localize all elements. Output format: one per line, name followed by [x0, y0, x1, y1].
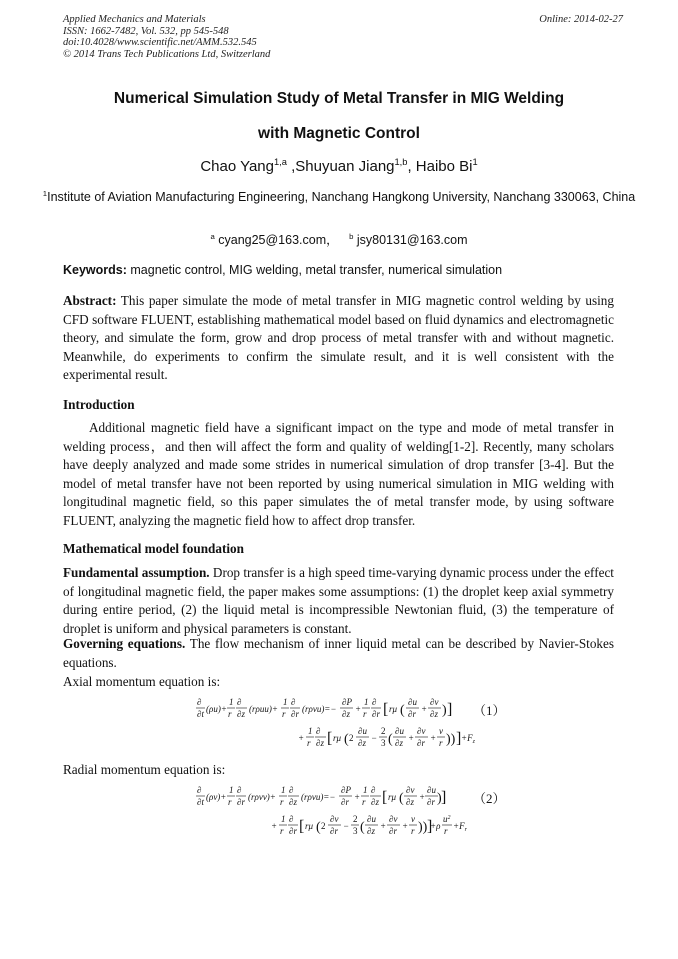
doi-line: doi:10.4028/www.scientific.net/AMM.532.545 [63, 37, 257, 49]
svg-text:1: 1 [281, 814, 286, 824]
svg-text:∂: ∂ [237, 785, 242, 795]
keywords-text: magnetic control, MIG welding, metal transfer, numerical simulation [126, 263, 503, 277]
introduction-paragraph: Additional magnetic field have a significant impact on the type and mode of metal transfer in welding process，and then will affect the form and quality of welding[1-2]. Recently, many scholars have deeply analyzed and made some strides in numerical simulation of drop transfer [3-4]. But the model of metal transfer have not been reported by using numerical simulation in MIG welding with longitudinal magnetic field, so this paper simulates the of metal transfer mode, by using software FLUENT, analyzing the magnetic field how to affect drop transfer. [63, 420, 614, 528]
abstract-text: This paper simulate the mode of metal transfer in MIG magnetic control welding by using CFD software FLUENT, establishing mathematical model based on fluid dynamics and electromagnetic theory, and simulate the form, grow and drop process of metal transfer with and without magnetic. Meanwhile, do experiments to confirm the simulate result, and it is well consistent with the experimental result. [63, 293, 614, 383]
keywords-label: Keywords: [63, 263, 127, 277]
svg-text:∂r: ∂r [408, 709, 416, 719]
svg-text:∂: ∂ [197, 697, 202, 707]
svg-text:(rρvv)+: (rρvv)+ [248, 792, 276, 802]
svg-text:−: − [343, 821, 350, 831]
fundamental-assumption-paragraph [63, 564, 614, 638]
svg-text:1: 1 [229, 785, 234, 795]
svg-text:+: + [354, 792, 361, 802]
svg-text:[: [ [382, 789, 388, 806]
svg-text:)): )) [418, 820, 428, 835]
affiliation-text: Institute of Aviation Manufacturing Engineering, Nanchang Hangkong University, Nanchang 330063, China [47, 190, 636, 204]
svg-text:3: 3 [353, 826, 358, 836]
governing-equations-text: The flow mechanism of inner liquid metal can be described by Navier-Stokes equations. [63, 636, 614, 670]
radial-momentum-label: Radial momentum equation is: [63, 762, 226, 777]
author-name: Chao Yang [200, 158, 274, 175]
svg-text:r: r [362, 797, 366, 807]
svg-text:(rρvu)=−: (rρvu)=− [301, 792, 336, 802]
svg-text:∂v: ∂v [330, 814, 339, 824]
svg-text:+Fz: $+F_z$ [461, 733, 475, 745]
issn-line: ISSN: 1662-7482, Vol. 532, pp 545-548 [63, 25, 229, 37]
svg-text:+: + [408, 733, 415, 743]
online-date: Online: 2014-02-27 [539, 14, 623, 25]
svg-text:∂z: ∂z [316, 738, 324, 748]
svg-text:(: ( [400, 703, 405, 718]
svg-text:+: + [298, 733, 305, 743]
svg-text:∂r: ∂r [427, 797, 435, 807]
svg-text:∂z: ∂z [289, 797, 297, 807]
svg-text:∂z: ∂z [430, 709, 438, 719]
svg-text:]: ] [441, 789, 447, 806]
equation-1 [195, 694, 475, 752]
section-heading-model: Mathematical model foundation [63, 541, 244, 556]
svg-text:2: 2 [321, 821, 326, 831]
fundamental-assumption-label: Fundamental assumption. [63, 565, 210, 580]
svg-text:r: r [228, 709, 232, 719]
affiliation-sup: 1 [42, 188, 48, 198]
svg-text:[: [ [327, 730, 333, 747]
svg-text:)): )) [446, 732, 456, 747]
svg-text:1: 1 [229, 697, 234, 707]
fundamental-assumption-text: Drop transfer is a high speed time-varying dynamic process under the effect of longitudinal magnetic field, the paper makes some assumptions: (1) the droplet keep axial symmetry during entire period, (2) the liquid metal is incompressible Newtonian fluid, (3) the temperature of droplet is uniform and physical parameters is constant. [63, 565, 614, 636]
email-sup: a [210, 231, 215, 241]
svg-text:∂v: ∂v [417, 726, 426, 736]
svg-text:∂r: ∂r [289, 826, 297, 836]
svg-text:∂z: ∂z [358, 738, 366, 748]
author-name: ,Shuyuan Jiang [286, 158, 395, 175]
author-sup: 1,a [274, 157, 287, 167]
svg-text:∂: ∂ [291, 697, 296, 707]
equation-2-number: （2） [473, 791, 506, 806]
svg-text:1: 1 [308, 726, 313, 736]
author-list [40, 158, 638, 175]
journal-name: Applied Mechanics and Materials [63, 14, 206, 25]
svg-text:r: r [307, 738, 311, 748]
svg-text:r: r [280, 826, 284, 836]
svg-text:∂z: ∂z [342, 709, 350, 719]
svg-text:r: r [439, 738, 443, 748]
svg-text:(ρu)+: (ρu)+ [206, 704, 227, 714]
svg-text:u2: $u^2$ [443, 814, 451, 824]
svg-text:+: + [271, 821, 278, 831]
svg-text:∂r: ∂r [372, 709, 380, 719]
svg-text:+: + [380, 821, 387, 831]
svg-text:∂u: ∂u [408, 697, 417, 707]
svg-text:(rρvu)=−: (rρvu)=− [302, 704, 337, 714]
svg-text:+: + [430, 733, 437, 743]
svg-text:∂: ∂ [289, 814, 294, 824]
svg-text:1: 1 [363, 785, 368, 795]
author-emails [40, 230, 638, 248]
svg-text:(: ( [344, 732, 349, 747]
svg-text:rμ: rμ [305, 821, 314, 831]
svg-text:r: r [444, 826, 448, 836]
svg-text:∂P: ∂P [342, 697, 352, 707]
axial-momentum-label: Axial momentum equation is: [63, 674, 221, 689]
svg-text:∂t: ∂t [197, 709, 204, 719]
abstract-label: Abstract: [63, 293, 117, 308]
svg-text:2: 2 [353, 814, 358, 824]
svg-text:+: + [421, 704, 428, 714]
svg-text:+: + [402, 821, 409, 831]
svg-text:+ρ: +ρ [430, 821, 441, 831]
svg-text:∂: ∂ [289, 785, 294, 795]
email-address: jsy80131@163.com [353, 233, 468, 247]
section-heading-introduction: Introduction [63, 397, 135, 412]
svg-text:∂u: ∂u [367, 814, 376, 824]
svg-text:): ) [442, 703, 447, 718]
svg-text:∂u: ∂u [395, 726, 404, 736]
svg-text:1: 1 [283, 697, 288, 707]
affiliation [40, 188, 638, 207]
svg-text:∂r: ∂r [237, 797, 245, 807]
svg-text:]: ] [427, 818, 433, 835]
svg-text:]: ] [447, 701, 453, 718]
svg-text:∂r: ∂r [330, 826, 338, 836]
svg-text:(: ( [399, 791, 404, 806]
svg-text:rμ: rμ [333, 733, 342, 743]
author-sup: 1 [472, 157, 478, 167]
svg-text:∂P: ∂P [341, 785, 351, 795]
svg-text:(: ( [360, 820, 365, 835]
svg-text:3: 3 [381, 738, 386, 748]
svg-text:v: v [439, 726, 443, 736]
copyright-line: © 2014 Trans Tech Publications Ltd, Switzerland [63, 48, 271, 60]
svg-text:(rρuu)+: (rρuu)+ [249, 704, 278, 714]
svg-text:∂z: ∂z [237, 709, 245, 719]
paper-title-line-1: Numerical Simulation Study of Metal Transfer in MIG Welding [113, 90, 565, 107]
svg-text:∂: ∂ [197, 785, 202, 795]
svg-text:v: v [411, 814, 415, 824]
equation-1-number: （1） [473, 703, 506, 718]
svg-text:∂u: ∂u [427, 785, 436, 795]
author-name: , Haibo Bi [407, 158, 473, 175]
svg-text:1: 1 [364, 697, 369, 707]
svg-text:r: r [411, 826, 415, 836]
svg-text:r: r [228, 797, 232, 807]
svg-text:rμ: rμ [388, 792, 397, 802]
svg-text:(: ( [316, 820, 321, 835]
svg-text:∂t: ∂t [197, 797, 204, 807]
svg-text:r: r [280, 797, 284, 807]
svg-text:∂: ∂ [371, 785, 376, 795]
email-address: cyang25@163.com， [214, 233, 339, 247]
svg-text:[: [ [299, 818, 305, 835]
svg-text:]: ] [456, 730, 462, 747]
running-header [63, 14, 623, 60]
svg-text:r: r [282, 709, 286, 719]
svg-text:): ) [437, 791, 442, 806]
svg-text:∂r: ∂r [291, 709, 299, 719]
governing-equations-paragraph [63, 635, 614, 672]
svg-text:(ρv)+: (ρv)+ [206, 792, 227, 802]
svg-text:∂v: ∂v [406, 785, 415, 795]
svg-text:∂z: ∂z [371, 797, 379, 807]
svg-text:∂v: ∂v [389, 814, 398, 824]
svg-text:+: + [355, 704, 362, 714]
svg-text:∂z: ∂z [395, 738, 403, 748]
equation-2-tail [430, 812, 466, 842]
svg-text:rμ: rμ [389, 704, 398, 714]
svg-text:2: 2 [349, 733, 354, 743]
svg-text:∂v: ∂v [430, 697, 439, 707]
svg-text:∂z: ∂z [406, 797, 414, 807]
svg-text:∂: ∂ [316, 726, 321, 736]
author-sup: 1,b [394, 157, 408, 167]
svg-text:∂r: ∂r [389, 826, 397, 836]
governing-equations-label: Governing equations. [63, 636, 186, 651]
svg-text:∂: ∂ [372, 697, 377, 707]
svg-text:∂r: ∂r [341, 797, 349, 807]
svg-text:∂u: ∂u [358, 726, 367, 736]
svg-text:[: [ [383, 701, 389, 718]
svg-text:r: r [363, 709, 367, 719]
svg-text:+: + [419, 792, 426, 802]
svg-text:∂r: ∂r [417, 738, 425, 748]
equation-2 [195, 782, 445, 840]
keywords [63, 263, 615, 277]
paper-title-line-2: with Magnetic Control [258, 125, 420, 142]
svg-text:(: ( [388, 732, 393, 747]
svg-text:2: 2 [381, 726, 386, 736]
svg-text:∂z: ∂z [367, 826, 375, 836]
svg-text:1: 1 [281, 785, 286, 795]
svg-text:−: − [371, 733, 378, 743]
svg-text:∂: ∂ [237, 697, 242, 707]
abstract [63, 292, 614, 385]
svg-text:+Fr: $+F_r$ [453, 821, 467, 833]
email-sup: b [349, 231, 354, 241]
